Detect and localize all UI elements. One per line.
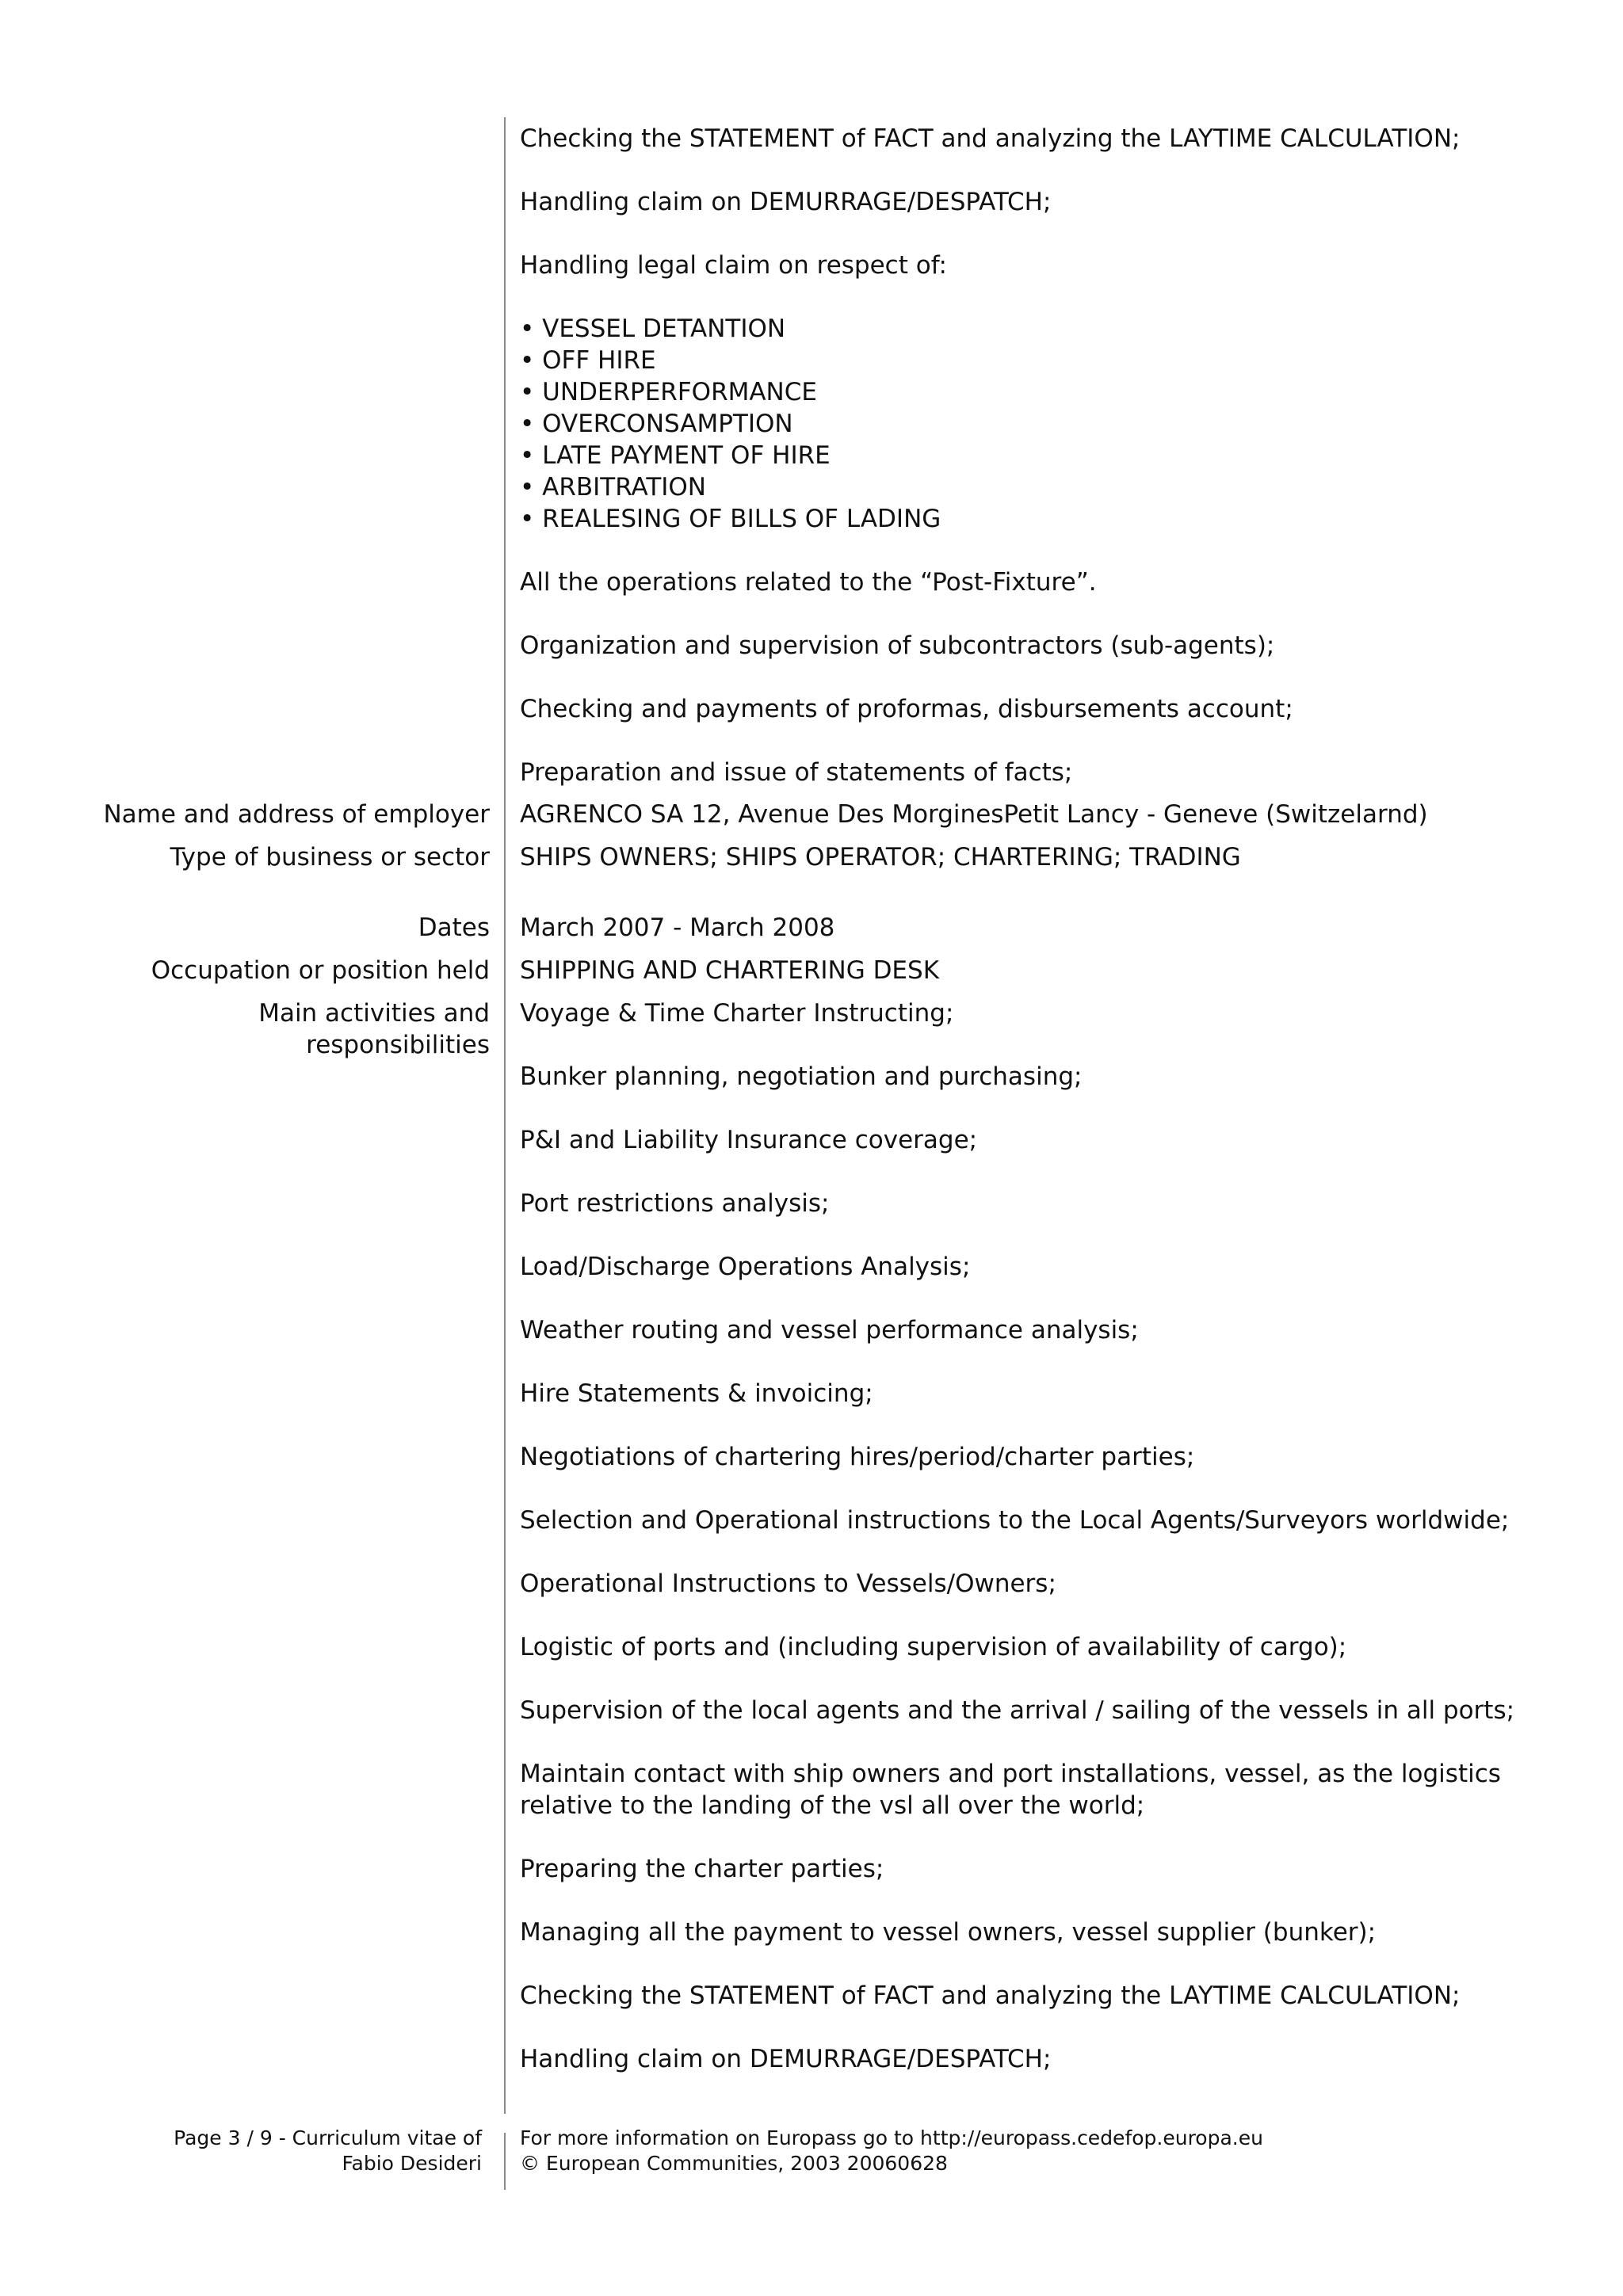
duty-text: Checking and payments of proformas, disbursements account; [520, 695, 1293, 723]
duty-text: Handling claim on DEMURRAGE/DESPATCH; [520, 188, 1052, 216]
activity-text: Load/Discharge Operations Analysis; [520, 1253, 971, 1281]
activity-text: Weather routing and vessel performance analysis; [520, 1316, 1139, 1344]
sector-value: SHIPS OWNERS; SHIPS OPERATOR; CHARTERING; TRADING [520, 843, 1241, 871]
footer-copyright: © European Communities, 2003 20060628 [520, 2152, 948, 2175]
column-divider [504, 117, 506, 2114]
claim-list-item: • OFF HIRE [520, 346, 656, 375]
activity-text: Checking the STATEMENT of FACT and analyzing the LAYTIME CALCULATION; [520, 1981, 1461, 2010]
duty-text: Organization and supervision of subcontractors (sub-agents); [520, 631, 1275, 660]
activity-text: relative to the landing of the vsl all over the world; [520, 1791, 1145, 1820]
activity-text: Hire Statements & invoicing; [520, 1379, 873, 1408]
activity-text: Logistic of ports and (including supervision of availability of cargo); [520, 1633, 1347, 1661]
activity-text: Maintain contact with ship owners and port installations, vessel, as the logistics [520, 1760, 1501, 1788]
activity-text: Negotiations of chartering hires/period/charter parties; [520, 1443, 1195, 1471]
claim-list-item: • VESSEL DETANTION [520, 315, 786, 343]
activities-label: Main activities and [258, 999, 490, 1028]
sector-label: Type of business or sector [170, 843, 490, 871]
occupation-value: SHIPPING AND CHARTERING DESK [520, 956, 940, 985]
activity-text: Supervision of the local agents and the arrival / sailing of the vessels in all ports; [520, 1696, 1515, 1725]
footer-page-info: Page 3 / 9 - Curriculum vitae of [174, 2126, 482, 2149]
footer-divider [504, 2133, 506, 2190]
activity-text: Bunker planning, negotiation and purchasing; [520, 1062, 1083, 1091]
activity-text: Handling claim on DEMURRAGE/DESPATCH; [520, 2045, 1052, 2073]
claim-list-item: • REALESING OF BILLS OF LADING [520, 505, 941, 533]
activity-text: Operational Instructions to Vessels/Owners; [520, 1569, 1056, 1598]
occupation-label: Occupation or position held [151, 956, 490, 985]
claim-list-item: • OVERCONSAMPTION [520, 410, 793, 438]
activity-text: Voyage & Time Charter Instructing; [520, 999, 954, 1028]
activity-text: Port restrictions analysis; [520, 1189, 830, 1218]
duty-text: Checking the STATEMENT of FACT and analyzing the LAYTIME CALCULATION; [520, 124, 1461, 153]
claim-list-item: • ARBITRATION [520, 473, 706, 502]
footer-author: Fabio Desideri [342, 2152, 482, 2175]
activity-text: Managing all the payment to vessel owners, vessel supplier (bunker); [520, 1918, 1377, 1947]
dates-label: Dates [418, 913, 490, 942]
activities-label: responsibilities [306, 1031, 490, 1059]
activity-text: P&I and Liability Insurance coverage; [520, 1126, 978, 1154]
duty-text: Preparation and issue of statements of facts; [520, 758, 1073, 787]
footer-europass-link[interactable]: For more information on Europass go to http://europass.cedefop.europa.eu [520, 2126, 1263, 2149]
activity-text: Selection and Operational instructions to the Local Agents/Surveyors worldwide; [520, 1506, 1510, 1535]
claim-list-item: • UNDERPERFORMANCE [520, 378, 817, 406]
employer-value: AGRENCO SA 12, Avenue Des MorginesPetit Lancy - Geneve (Switzelarnd) [520, 800, 1428, 829]
employer-label: Name and address of employer [103, 800, 490, 829]
dates-value: March 2007 - March 2008 [520, 913, 835, 942]
activity-text: Preparing the charter parties; [520, 1855, 884, 1883]
claim-list-item: • LATE PAYMENT OF HIRE [520, 441, 831, 470]
duty-text: All the operations related to the “Post-Fixture”. [520, 568, 1097, 597]
duty-text: Handling legal claim on respect of: [520, 251, 947, 280]
